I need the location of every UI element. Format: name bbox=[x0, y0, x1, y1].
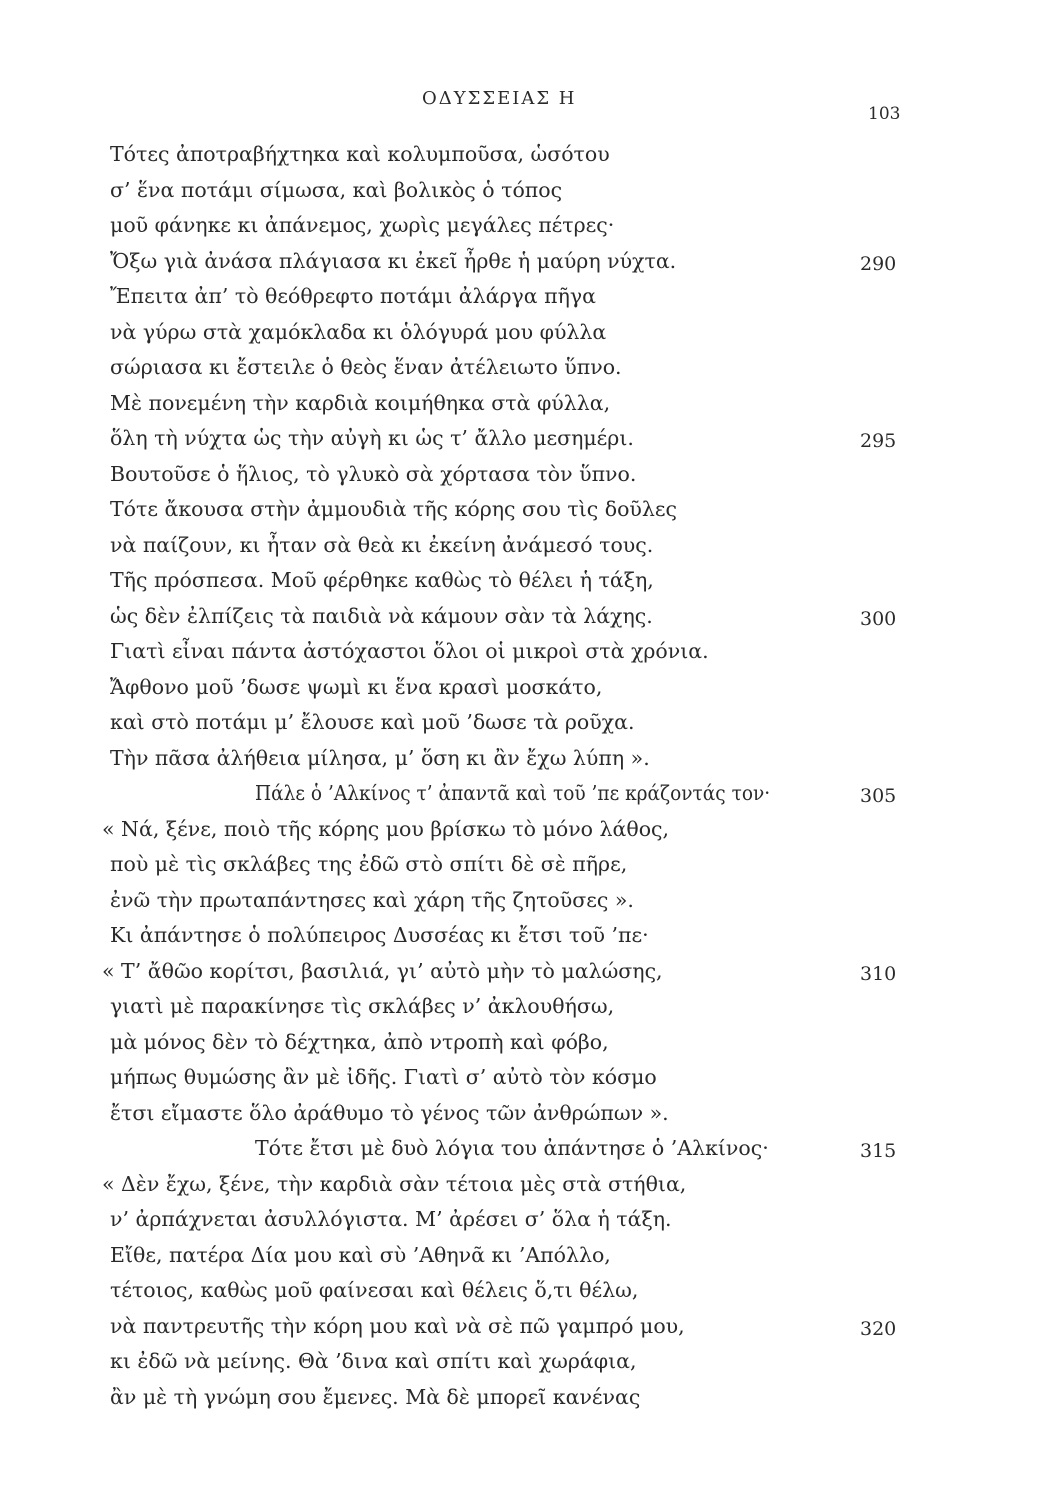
verse-text: Κι ἀπάντησε ὁ πολύπειρος Δυσσέας κι ἔτσι τοῦ ’πε· bbox=[110, 923, 649, 947]
verse-line bbox=[0, 491, 1058, 527]
verse-line bbox=[0, 385, 1058, 421]
verse-text: Εἴθε, πατέρα Δία μου καὶ σὺ ’Αθηνᾶ κι ’Απόλλο, bbox=[110, 1242, 611, 1267]
verse-text: Τότε ἔτσι μὲ δυὸ λόγια του ἀπάντησε ὁ ’Αλκίνος· bbox=[255, 1136, 769, 1160]
verse-line bbox=[0, 1272, 1058, 1308]
page-header bbox=[0, 88, 1058, 124]
verse-line bbox=[0, 1379, 1058, 1415]
verse-line bbox=[0, 314, 1058, 350]
verse-line bbox=[0, 988, 1058, 1024]
verse-text: Τῆς πρόσπεσα. Μοῦ φέρθηκε καθὼς τὸ θέλει ἡ τάξη, bbox=[110, 568, 654, 592]
verse-line bbox=[0, 740, 1058, 776]
verse-text: μήπως θυμώσης ἂν μὲ ἰδῆς. Γιατὶ σ’ αὐτὸ τὸν κόσμο bbox=[110, 1065, 657, 1089]
verse-text: σ’ ἕνα ποτάμι σίμωσα, καὶ βολικὸς ὁ τόπος bbox=[110, 177, 563, 202]
verse-text: ἂν μὲ τὴ γνώμη σου ἔμενες. Μὰ δὲ μπορεῖ κανένας bbox=[110, 1384, 641, 1409]
verse-text: « Δὲν ἔχω, ξένε, τὴν καρδιὰ σὰν τέτοια μὲς στὰ στήθια, bbox=[102, 1171, 687, 1196]
verse-text: ὅλη τὴ νύχτα ὡς τὴν αὐγὴ κι ὡς τ’ ἄλλο μεσημέρι. bbox=[110, 426, 634, 450]
verse-line bbox=[0, 1343, 1058, 1379]
verse-text: Ἔπειτα ἀπ’ τὸ θεόθρεφτο ποτάμι ἀλάργα πῆγα bbox=[110, 284, 596, 308]
verse-line bbox=[0, 775, 1058, 811]
line-number: 310 bbox=[860, 962, 897, 985]
verse-text: Τὴν πᾶσα ἀλήθεια μίλησα, μ’ ὅση κι ἂν ἔχω λύπη ». bbox=[110, 745, 650, 770]
verse-line bbox=[0, 669, 1058, 705]
verse-text: κι ἐδῶ νὰ μείνης. Θὰ ’δινα καὶ σπίτι καὶ χωράφια, bbox=[110, 1349, 637, 1373]
verse-line bbox=[0, 1237, 1058, 1273]
line-number: 305 bbox=[860, 785, 897, 807]
verse-text: « Νά, ξένε, ποιὸ τῆς κόρης μου βρίσκω τὸ μόνο λάθος, bbox=[102, 816, 670, 841]
verse-text: Ἄφθονο μοῦ ’δωσε ψωμὶ κι ἕνα κρασὶ μοσκάτο, bbox=[110, 674, 603, 699]
verse-line bbox=[0, 278, 1058, 314]
line-number: 295 bbox=[860, 430, 897, 452]
verse-text: Ὄξω γιὰ ἀνάσα πλάγιασα κι ἐκεῖ ἦρθε ἡ μαύρη νύχτα. bbox=[110, 248, 677, 273]
verse-text: ἔτσι εἴμαστε ὅλο ἀράθυμο τὸ γένος τῶν ἀνθρώπων ». bbox=[110, 1100, 669, 1125]
verse-text: καὶ στὸ ποτάμι μ’ ἔλουσε καὶ μοῦ ’δωσε τὰ ροῦχα. bbox=[110, 710, 635, 734]
verse-line bbox=[0, 1166, 1058, 1202]
verse-text: μοῦ φάνηκε κι ἀπάνεμος, χωρὶς μεγάλες πέτρες· bbox=[110, 213, 615, 237]
verse-line bbox=[0, 207, 1058, 243]
verse-text: Μὲ πονεμένη τὴν καρδιὰ κοιμήθηκα στὰ φύλλα, bbox=[110, 390, 611, 415]
verse-line bbox=[0, 136, 1058, 172]
verse-text: Τότες ἀποτραβήχτηκα καὶ κολυμποῦσα, ὡσότου bbox=[110, 142, 610, 166]
verse-text: Βουτοῦσε ὁ ἥλιος, τὸ γλυκὸ σὰ χόρτασα τὸν ὕπνο. bbox=[110, 461, 637, 486]
verse-line bbox=[0, 846, 1058, 882]
verse-line bbox=[0, 243, 1058, 279]
verse-text: ὡς δὲν ἐλπίζεις τὰ παιδιὰ νὰ κάμουν σὰν τὰ λάχης. bbox=[110, 603, 653, 628]
verse-text: γιατὶ μὲ παρακίνησε τὶς σκλάβες ν’ ἀκλουθήσω, bbox=[110, 994, 615, 1018]
verse-line bbox=[0, 349, 1058, 385]
line-number: 290 bbox=[860, 252, 897, 275]
verse-line bbox=[0, 953, 1058, 989]
verse-text: σώριασα κι ἔστειλε ὁ θεὸς ἕναν ἀτέλειωτο ὕπνο. bbox=[110, 355, 622, 379]
verse-text: Τότε ἄκουσα στὴν ἀμμουδιὰ τῆς κόρης σου τὶς δοῦλες bbox=[110, 497, 677, 521]
verse-block bbox=[0, 136, 1058, 1414]
line-number: 300 bbox=[860, 607, 897, 630]
verse-text: ἐνῶ τὴν πρωταπάντησες καὶ χάρη τῆς ζητοῦσες ». bbox=[110, 887, 634, 912]
verse-text: « Τ’ ἄθῶο κορίτσι, βασιλιά, γι’ αὐτὸ μὴν τὸ μαλώσης, bbox=[102, 958, 663, 983]
verse-line bbox=[0, 562, 1058, 598]
verse-text: ν’ ἀρπάχνεται ἀσυλλόγιστα. Μ’ ἀρέσει σ’ ὅλα ἡ τάξη. bbox=[110, 1207, 672, 1231]
verse-line bbox=[0, 1059, 1058, 1095]
verse-line bbox=[0, 420, 1058, 456]
line-number: 320 bbox=[860, 1317, 897, 1340]
verse-text: νὰ παίζουν, κι ἦταν σὰ θεὰ κι ἐκείνη ἀνάμεσό τους. bbox=[110, 532, 654, 557]
verse-line bbox=[0, 1024, 1058, 1060]
verse-text: νὰ παντρευτῆς τὴν κόρη μου καὶ νὰ σὲ πῶ γαμπρό μου, bbox=[110, 1313, 685, 1338]
verse-text: Γιατὶ εἶναι πάντα ἀστόχαστοι ὅλοι οἱ μικροὶ στὰ χρόνια. bbox=[110, 639, 709, 663]
verse-line bbox=[0, 456, 1058, 492]
verse-line bbox=[0, 172, 1058, 208]
verse-line bbox=[0, 1201, 1058, 1237]
verse-text: ποὺ μὲ τὶς σκλάβες της ἐδῶ στὸ σπίτι δὲ σὲ πῆρε, bbox=[110, 852, 628, 876]
verse-line bbox=[0, 811, 1058, 847]
verse-line bbox=[0, 527, 1058, 563]
verse-line bbox=[0, 882, 1058, 918]
verse-line bbox=[0, 1095, 1058, 1131]
verse-line bbox=[0, 704, 1058, 740]
running-title: ΟΔΥΣΣΕΙΑΣ Η bbox=[422, 88, 577, 109]
verse-line bbox=[0, 633, 1058, 669]
verse-line bbox=[0, 917, 1058, 953]
verse-text: μὰ μόνος δὲν τὸ δέχτηκα, ἀπὸ ντροπὴ καὶ φόβο, bbox=[110, 1029, 609, 1054]
verse-text: νὰ γύρω στὰ χαμόκλαδα κι ὁλόγυρά μου φύλλα bbox=[110, 319, 607, 344]
verse-line bbox=[0, 598, 1058, 634]
verse-line bbox=[0, 1130, 1058, 1166]
page-number: 103 bbox=[868, 104, 901, 124]
line-number: 315 bbox=[860, 1140, 897, 1162]
verse-text: Πάλε ὁ ’Αλκίνος τ’ ἀπαντᾶ καὶ τοῦ ’πε κράζοντάς τον· bbox=[255, 781, 771, 805]
verse-line bbox=[0, 1308, 1058, 1344]
verse-text: τέτοιος, καθὼς μοῦ φαίνεσαι καὶ θέλεις ὅ,τι θέλω, bbox=[110, 1278, 639, 1302]
